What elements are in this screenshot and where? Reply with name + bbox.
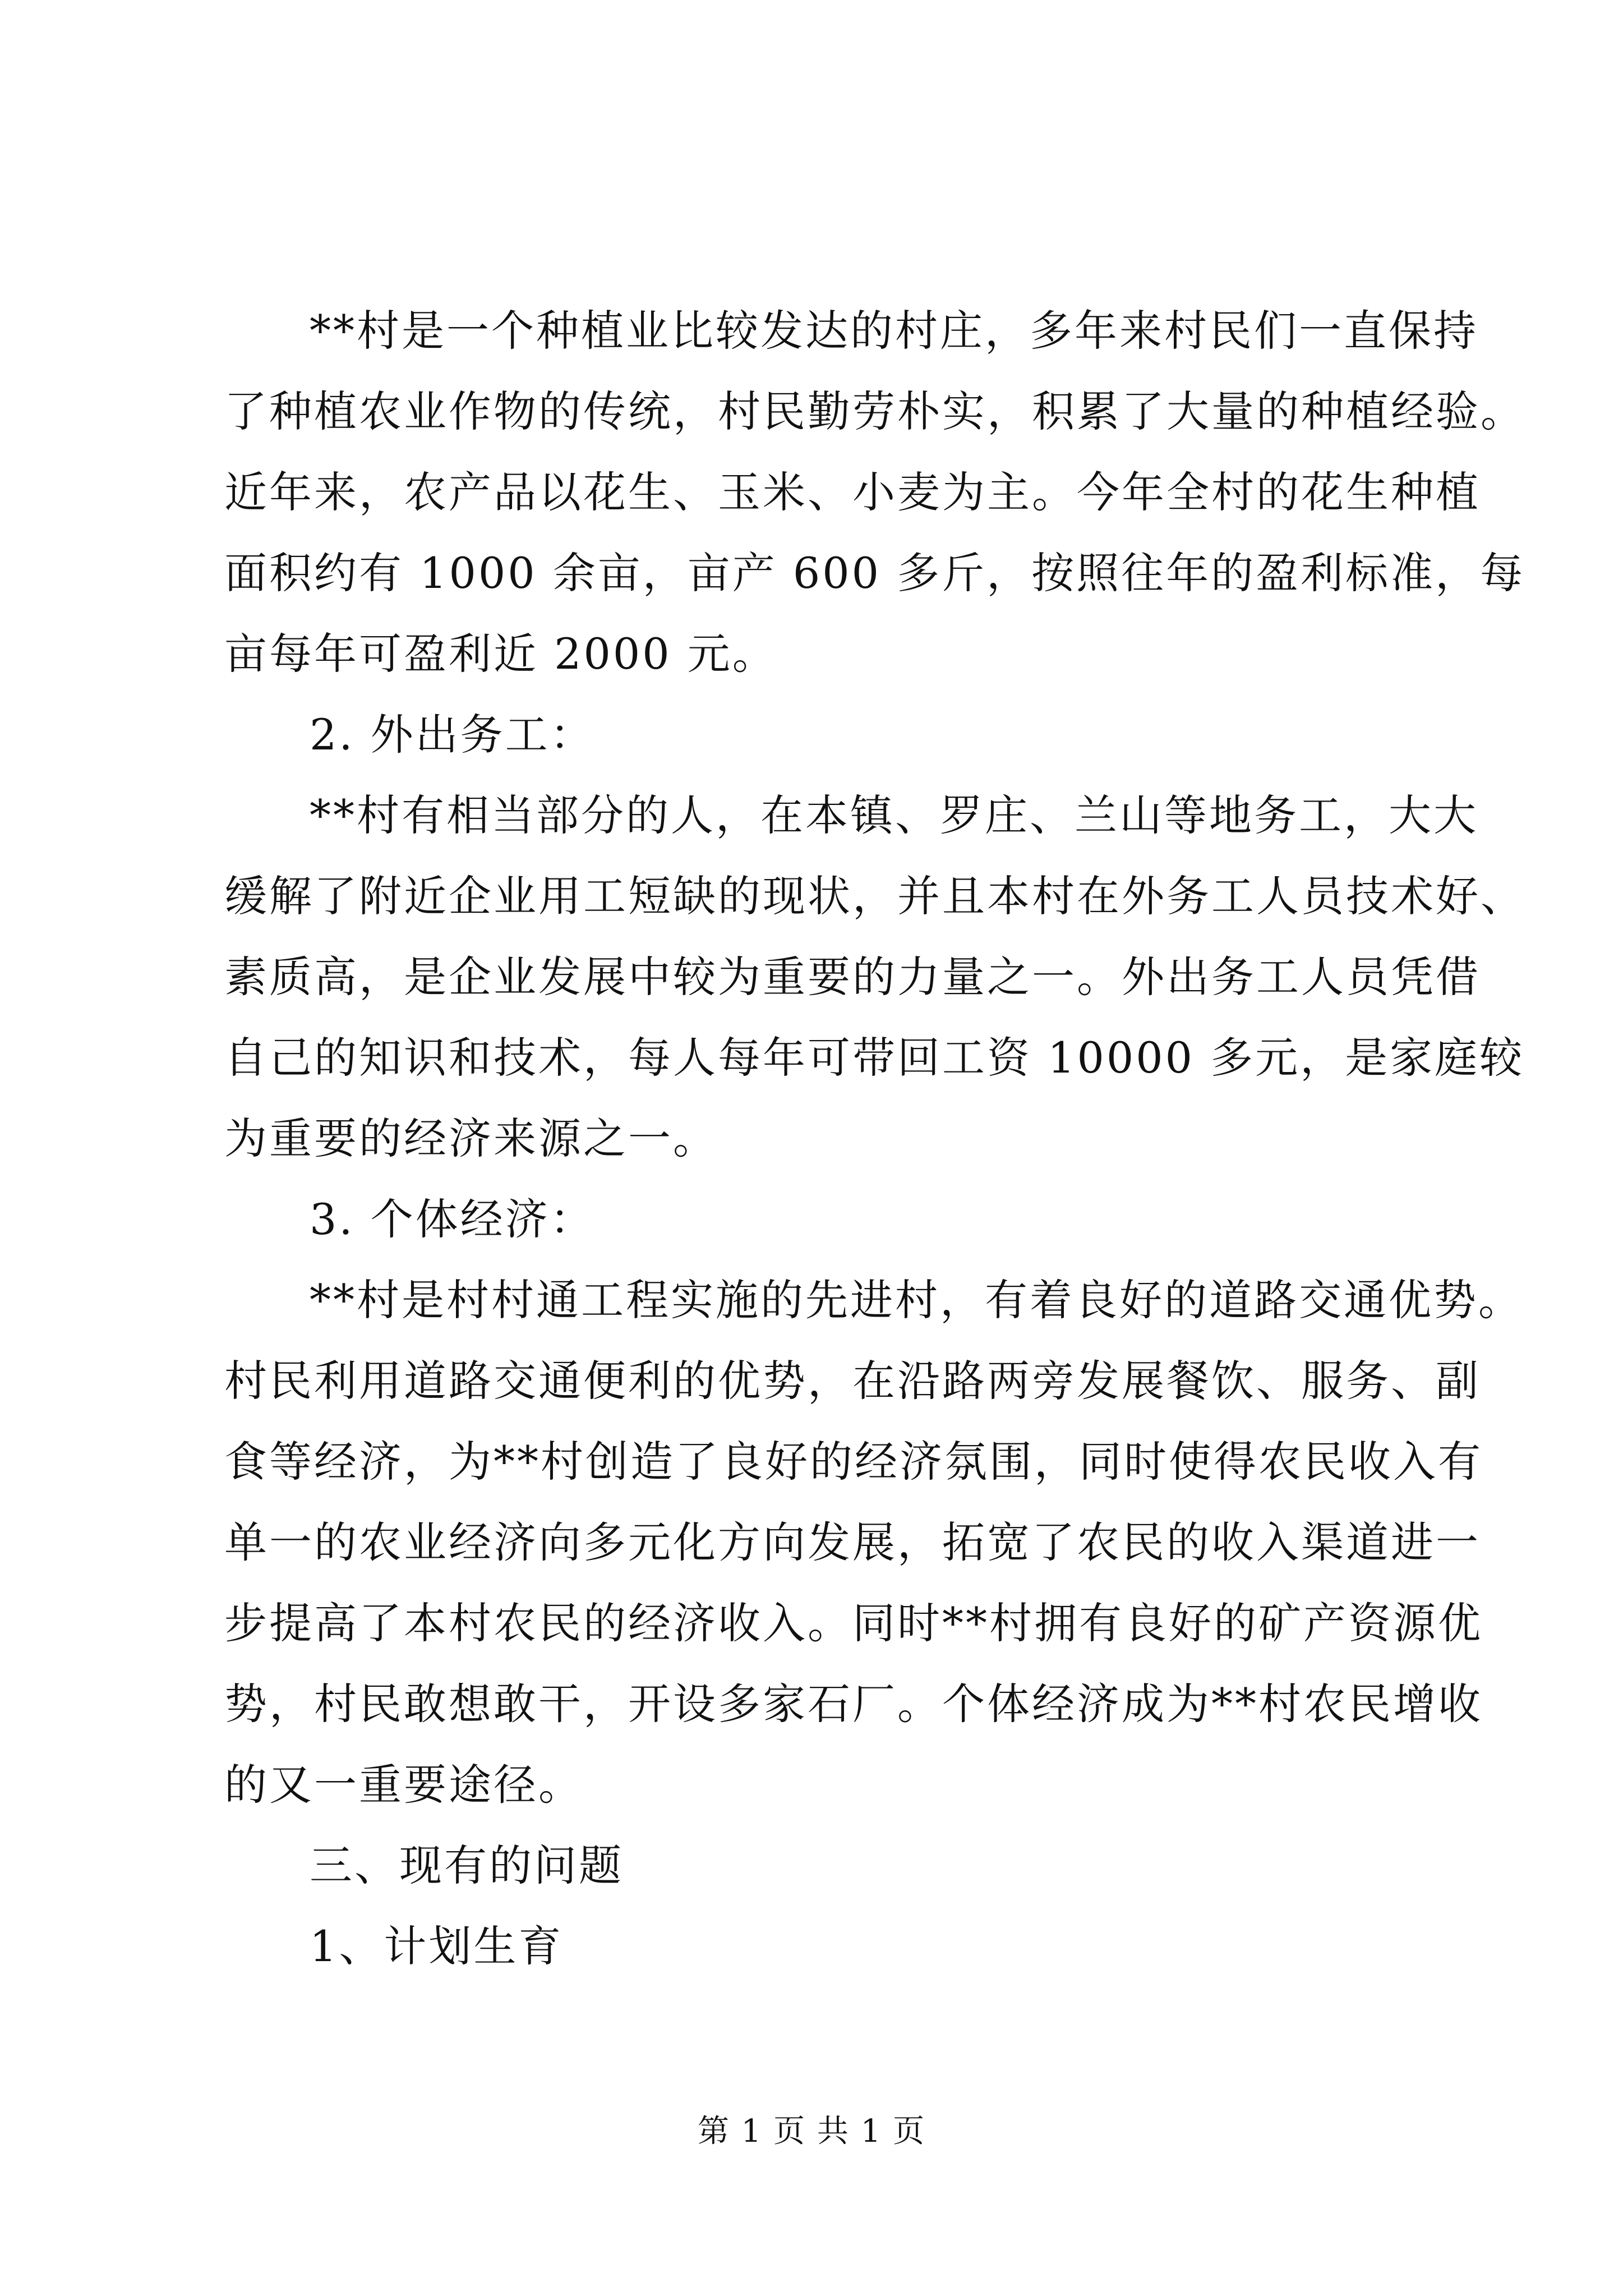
paragraph-3-line-2: 村民利用道路交通便利的优势，在沿路两旁发展餐饮、服务、副 — [224, 1356, 1481, 1406]
paragraph-3-line-4: 单一的农业经济向多元化方向发展，拓宽了农民的收入渠道进一 — [224, 1517, 1481, 1567]
paragraph-1-line-2: 了种植农业作物的传统，村民勤劳朴实，积累了大量的种植经验。 — [224, 386, 1525, 436]
section-heading-individual-economy: 3. 个体经济： — [310, 1194, 595, 1244]
paragraph-1-line-4: 面积约有 1000 余亩，亩产 600 多斤，按照往年的盈利标准，每 — [224, 548, 1525, 598]
paragraph-3-line-1: **村是村村通工程实施的先进村，有着良好的道路交通优势。 — [310, 1275, 1523, 1325]
paragraph-3-line-5: 步提高了本村农民的经济收入。同时**村拥有良好的矿产资源优 — [224, 1598, 1483, 1648]
paragraph-2-line-2: 缓解了附近企业用工短缺的现状，并且本村在外务工人员技术好、 — [224, 871, 1525, 921]
paragraph-3-line-3: 食等经济，为**村创造了良好的经济氛围，同时使得农民收入有 — [224, 1437, 1483, 1487]
paragraph-3-line-7: 的又一重要途径。 — [224, 1760, 583, 1810]
paragraph-3-line-6: 势，村民敢想敢干，开设多家石厂。个体经济成为**村农民增收 — [224, 1679, 1483, 1729]
paragraph-1-line-1: **村是一个种植业比较发达的村庄，多年来村民们一直保持 — [310, 306, 1478, 356]
paragraph-2-line-1: **村有相当部分的人，在本镇、罗庄、兰山等地务工，大大 — [310, 790, 1478, 840]
subsection-heading-family-planning: 1、计划生育 — [310, 1921, 564, 1971]
section-heading-outside-work: 2. 外出务工： — [310, 710, 595, 760]
section-heading-existing-problems: 三、现有的问题 — [310, 1841, 624, 1890]
paragraph-1-line-3: 近年来，农产品以花生、玉米、小麦为主。今年全村的花生种植 — [224, 467, 1481, 517]
paragraph-2-line-5: 为重要的经济来源之一。 — [224, 1114, 718, 1163]
page-footer: 第 1 页 共 1 页 — [697, 2113, 926, 2150]
paragraph-2-line-3: 素质高，是企业发展中较为重要的力量之一。外出务工人员凭借 — [224, 952, 1481, 1002]
paragraph-2-line-4: 自己的知识和技术，每人每年可带回工资 10000 多元，是家庭较 — [224, 1033, 1525, 1083]
paragraph-1-line-5: 亩每年可盈利近 2000 元。 — [224, 629, 777, 679]
